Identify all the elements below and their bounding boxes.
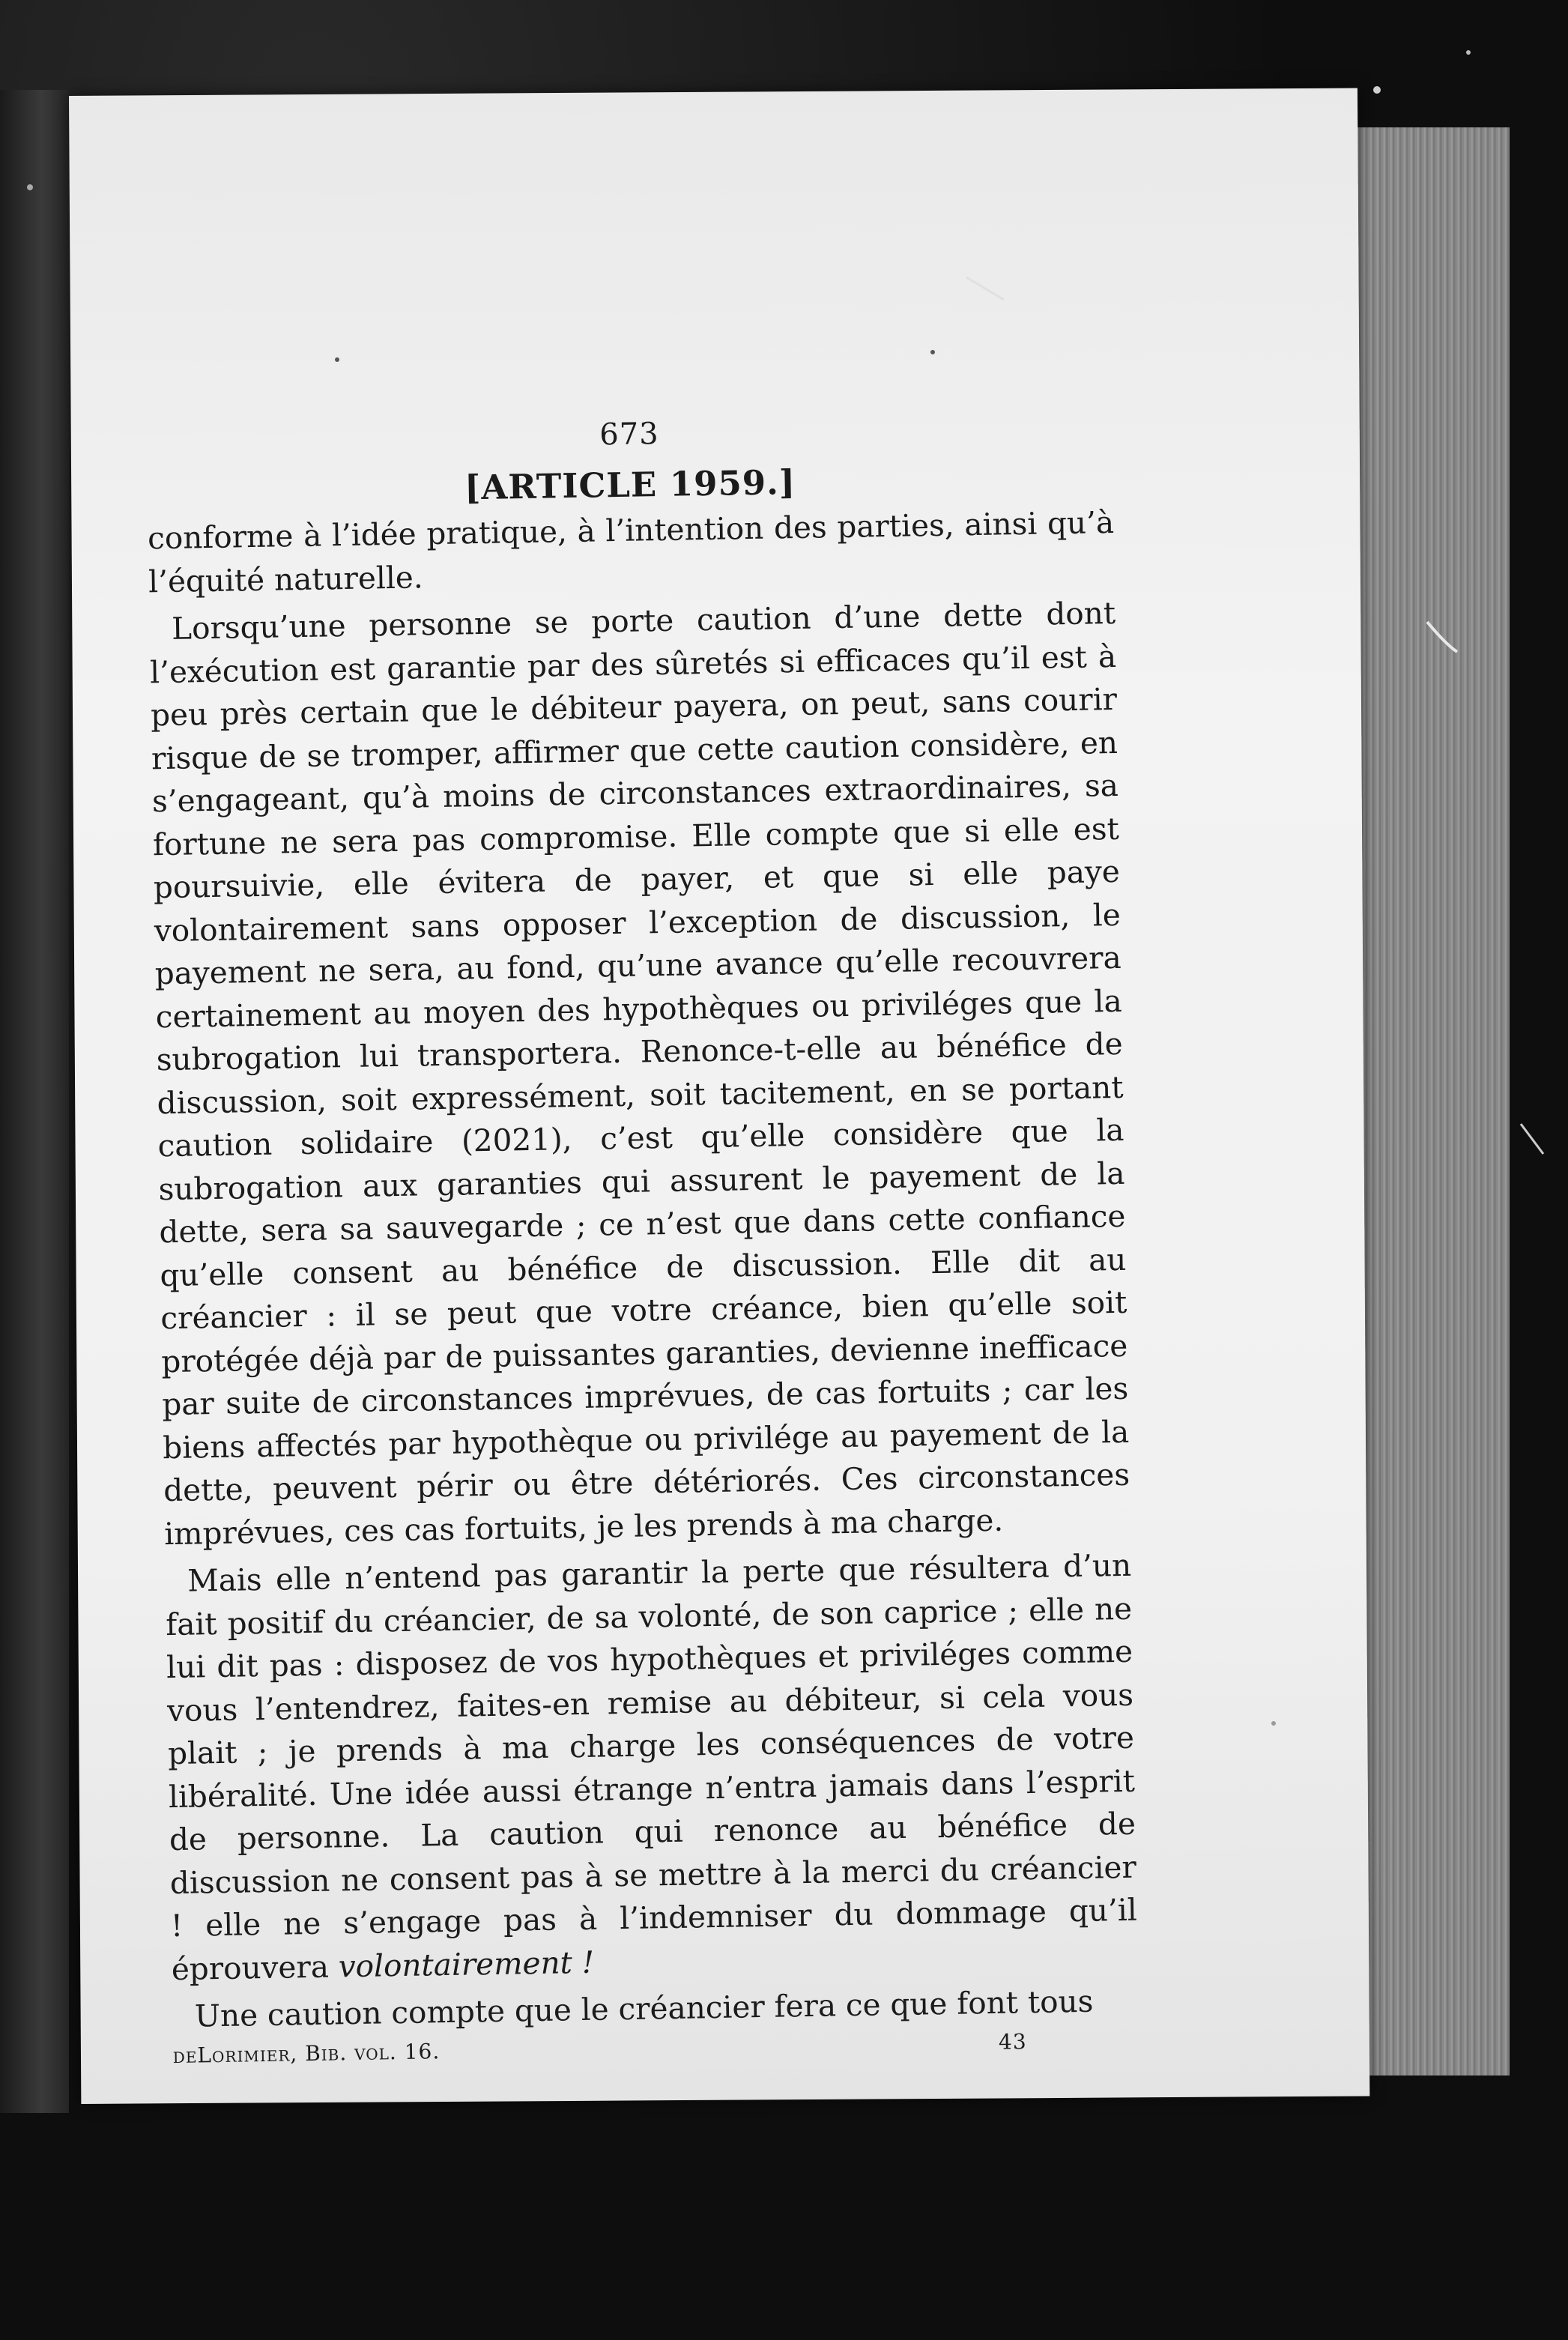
book-page: [69, 88, 1369, 2103]
paragraph-2: Lorsqu’une personne se porte caution d’une dette dont l’exécution est garantie par des sûretés si efficaces qu’il est à peu près certain que le débiteur payera, on peut, sans courir risque de se tromper, affirmer que cette caution considère, en s’engageant, qu’à moins de circonstances extraordinaires, sa fortune ne sera pas compromise. Elle compte que si elle est poursuivie, elle évitera de payer, et que si elle paye volontairement sans opposer l’exception de discussion, le payement ne sera, au fond, qu’une avance qu’elle recouvrera certainement au moyen des hypothèques ou priviléges que la subrogation lui transportera. Renonce-t-elle au bénéfice de discussion, soit expressément, soit tacitement, en se portant caution solidaire (2021), c’est qu’elle considère que la subrogation aux garanties qui assurent le payement de la dette, sera sa sauvegarde ; ce n’est que dans cette confiance qu’elle consent au bénéfice de discussion. Elle dit au créancier : il se peut que votre créance, bien qu’elle soit protégée déjà par de puissantes garanties, devienne inefficace par suite de circonstances imprévues, de cas fortuits ; car les biens affectés par hypothèque ou privilége au payement de la dette, peuvent périr ou être détériorés. Ces circonstances imprévues, ces cas fortuits, je les prends à ma charge.: [149, 594, 1130, 1552]
page-number: 673: [599, 417, 660, 453]
paragraph-3: [165, 1544, 1138, 1991]
page-content: [146, 409, 1139, 2068]
footer-signature: deLorimier, Bib. vol. 16.: [172, 2038, 441, 2068]
page-stack-edge: [1348, 127, 1510, 2076]
paragraph-4: Une caution compte que le créancier fera ce que font tous: [194, 1983, 1094, 2034]
footer-signature-number: 43: [998, 2028, 1027, 2055]
emphasis-volontairement: volontairement !: [338, 1944, 595, 1984]
paragraph-3-text: Mais elle n’entend pas garantir la perte que résultera d’un fait positif du créancier, de sa volonté, de son caprice ; elle ne lui dit pas : disposez de vos hypothèques et priviléges comme vous l’entendrez, faites-en remise au débiteur, si cela vous plait ; je prends à ma charge les conséquences de votre libéralité. Une idée aussi étrange n’entra jamais dans l’esprit de personne. La caution qui renonce au bénéfice de discussion ne consent pas à se mettre à la merci du créancier ! elle ne s’engage pas à l’indemniser du dommage qu’il éprouvera: [165, 1547, 1138, 1987]
paragraph-1: conforme à l’idée pratique, à l’intention des parties, ainsi qu’à l’équité naturelle.: [147, 504, 1115, 599]
article-title: [ARTICLE 1959.]: [464, 462, 796, 508]
film-strip-left: [0, 90, 69, 2113]
